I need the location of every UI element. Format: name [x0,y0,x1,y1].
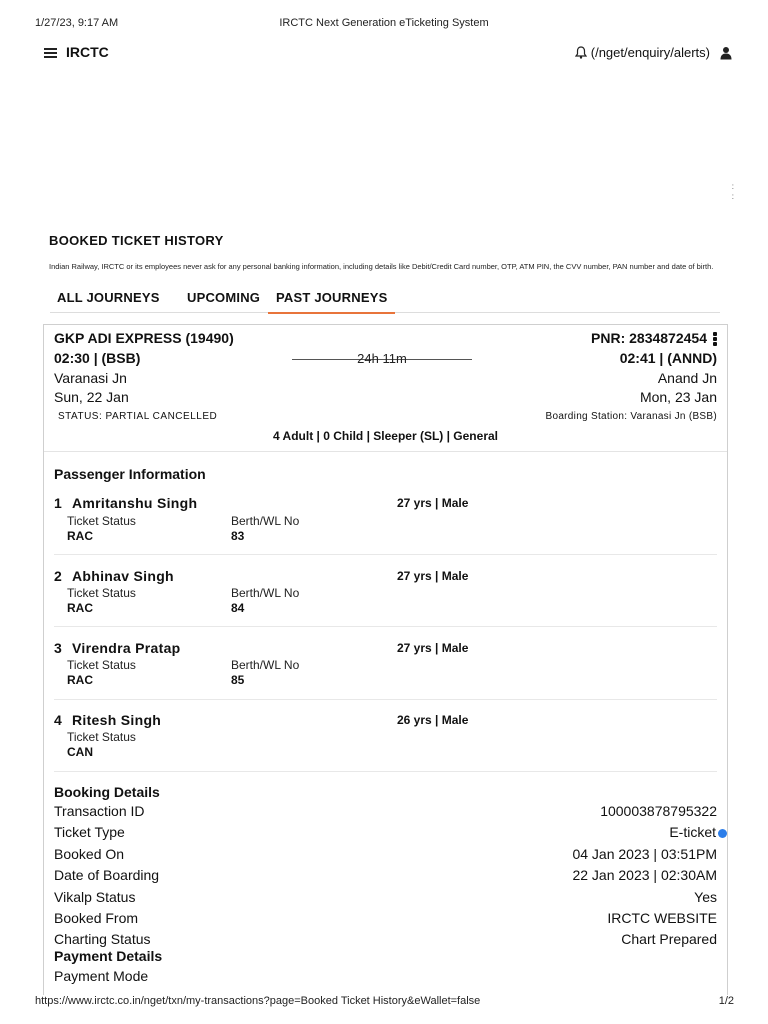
print-url: https://www.irctc.co.in/nget/txn/my-transactions?page=Booked Ticket History&eWallet=false [35,995,481,1007]
booked-on-value: 04 Jan 2023 | 03:51PM [572,846,717,862]
passenger-name: Abhinav Singh [72,568,174,584]
passenger-name: Virendra Pratap [72,640,181,656]
passenger-age-gender: 27 yrs | Male [397,641,469,655]
ticket-type-text: E-ticket [669,824,716,840]
boarding-date-label: Date of Boarding [54,867,160,883]
berth-label: Berth/WL No [231,658,300,672]
payment-details-title: Payment Details [54,948,163,964]
print-title: IRCTC Next Generation eTicketing System [279,17,489,29]
hamburger-menu-icon[interactable] [44,48,57,58]
arrival-time: 02:41 | (ANND) [619,350,717,366]
passenger-name: Ritesh Singh [72,712,162,728]
divider [54,626,717,627]
print-page-number: 1/2 [718,995,734,1007]
journey-summary: 4 Adult | 0 Child | Sleeper (SL) | General [272,429,498,443]
user-icon[interactable] [720,46,732,60]
booking-details-title: Booking Details [54,784,160,800]
ticket-type-label: Ticket Type [54,824,125,840]
page-title: BOOKED TICKET HISTORY [49,233,224,248]
print-datetime: 1/27/23, 9:17 AM [35,17,119,29]
berth-label: Berth/WL No [231,514,300,528]
from-date: Sun, 22 Jan [54,389,129,405]
journey-tabs [50,290,720,313]
boarding-station: Boarding Station: Varanasi Jn (BSB) [545,411,717,422]
pnr-number: PNR: 2834872454 [591,330,707,346]
ticket-status-value: RAC [67,673,93,687]
charting-status-value: Chart Prepared [621,931,717,947]
divider [54,699,717,700]
payment-mode-label: Payment Mode [54,968,149,984]
from-station: Varanasi Jn [54,370,127,386]
card-header [54,330,717,348]
ticket-status-value: RAC [67,601,93,615]
brand-logo-text[interactable]: IRCTC [66,44,109,60]
ticket-status-label: Ticket Status [67,658,136,672]
transaction-id-label: Transaction ID [54,803,145,819]
ticket-status-label: Ticket Status [67,586,136,600]
train-name: GKP ADI EXPRESS (19490) [54,330,234,346]
top-navbar [44,44,732,64]
passenger-row [54,495,717,545]
more-options-icon[interactable] [713,332,717,347]
passenger-number: 1 [54,495,62,511]
passenger-section-title: Passenger Information [54,466,206,482]
passenger-age-gender: 27 yrs | Male [397,496,469,510]
tab-upcoming[interactable]: UPCOMING [187,290,261,305]
booked-from-value: IRCTC WEBSITE [607,910,717,926]
vikalp-status-label: Vikalp Status [54,889,136,905]
security-disclaimer: Indian Railway, IRCTC or its employees never ask for any personal banking information, including details like Debit/Credit Card number, OTP, ATM PIN, the CVV number, PAN number and date of birth. [49,262,714,271]
bell-icon [575,46,587,59]
charting-status-label: Charting Status [54,931,151,947]
divider [44,451,727,452]
passenger-row [54,640,717,690]
passenger-number: 3 [54,640,62,656]
divider [54,771,717,772]
ticket-type-value [669,824,727,840]
to-station: Anand Jn [657,370,717,386]
booked-on-label: Booked On [54,846,125,862]
alerts-link-text[interactable]: (/nget/enquiry/alerts) [590,45,710,60]
info-icon[interactable] [718,829,727,838]
transaction-id-value: 100003878795322 [600,803,717,819]
to-date: Mon, 23 Jan [639,389,717,405]
passenger-age-gender: 27 yrs | Male [397,569,469,583]
passenger-number: 2 [54,568,62,584]
berth-value: 83 [231,529,245,543]
tab-past-journeys[interactable]: PAST JOURNEYS [268,290,395,314]
passenger-name: Amritanshu Singh [72,495,198,511]
side-scroll-indicator: : : [731,182,734,201]
ticket-status-label: Ticket Status [67,730,136,744]
journey-duration: 24h 11m [357,351,407,366]
passenger-number: 4 [54,712,62,728]
passenger-row [54,712,717,762]
berth-value: 85 [231,673,245,687]
ticket-status-value: RAC [67,529,93,543]
journey-times [54,350,717,368]
passenger-row [54,568,717,618]
berth-value: 84 [231,601,245,615]
ticket-status-value: CAN [67,745,93,759]
ticket-status-label: Ticket Status [67,514,136,528]
boarding-date-value: 22 Jan 2023 | 02:30AM [572,867,717,883]
divider [54,554,717,555]
tab-all-journeys[interactable]: ALL JOURNEYS [57,290,160,305]
departure-time: 02:30 | (BSB) [54,350,141,366]
alerts-link[interactable] [575,45,710,60]
booked-from-label: Booked From [54,910,139,926]
booking-status: STATUS: PARTIAL CANCELLED [58,411,218,422]
ticket-card [43,324,728,995]
vikalp-status-value: Yes [694,889,717,905]
berth-label: Berth/WL No [231,586,300,600]
passenger-age-gender: 26 yrs | Male [397,713,469,727]
